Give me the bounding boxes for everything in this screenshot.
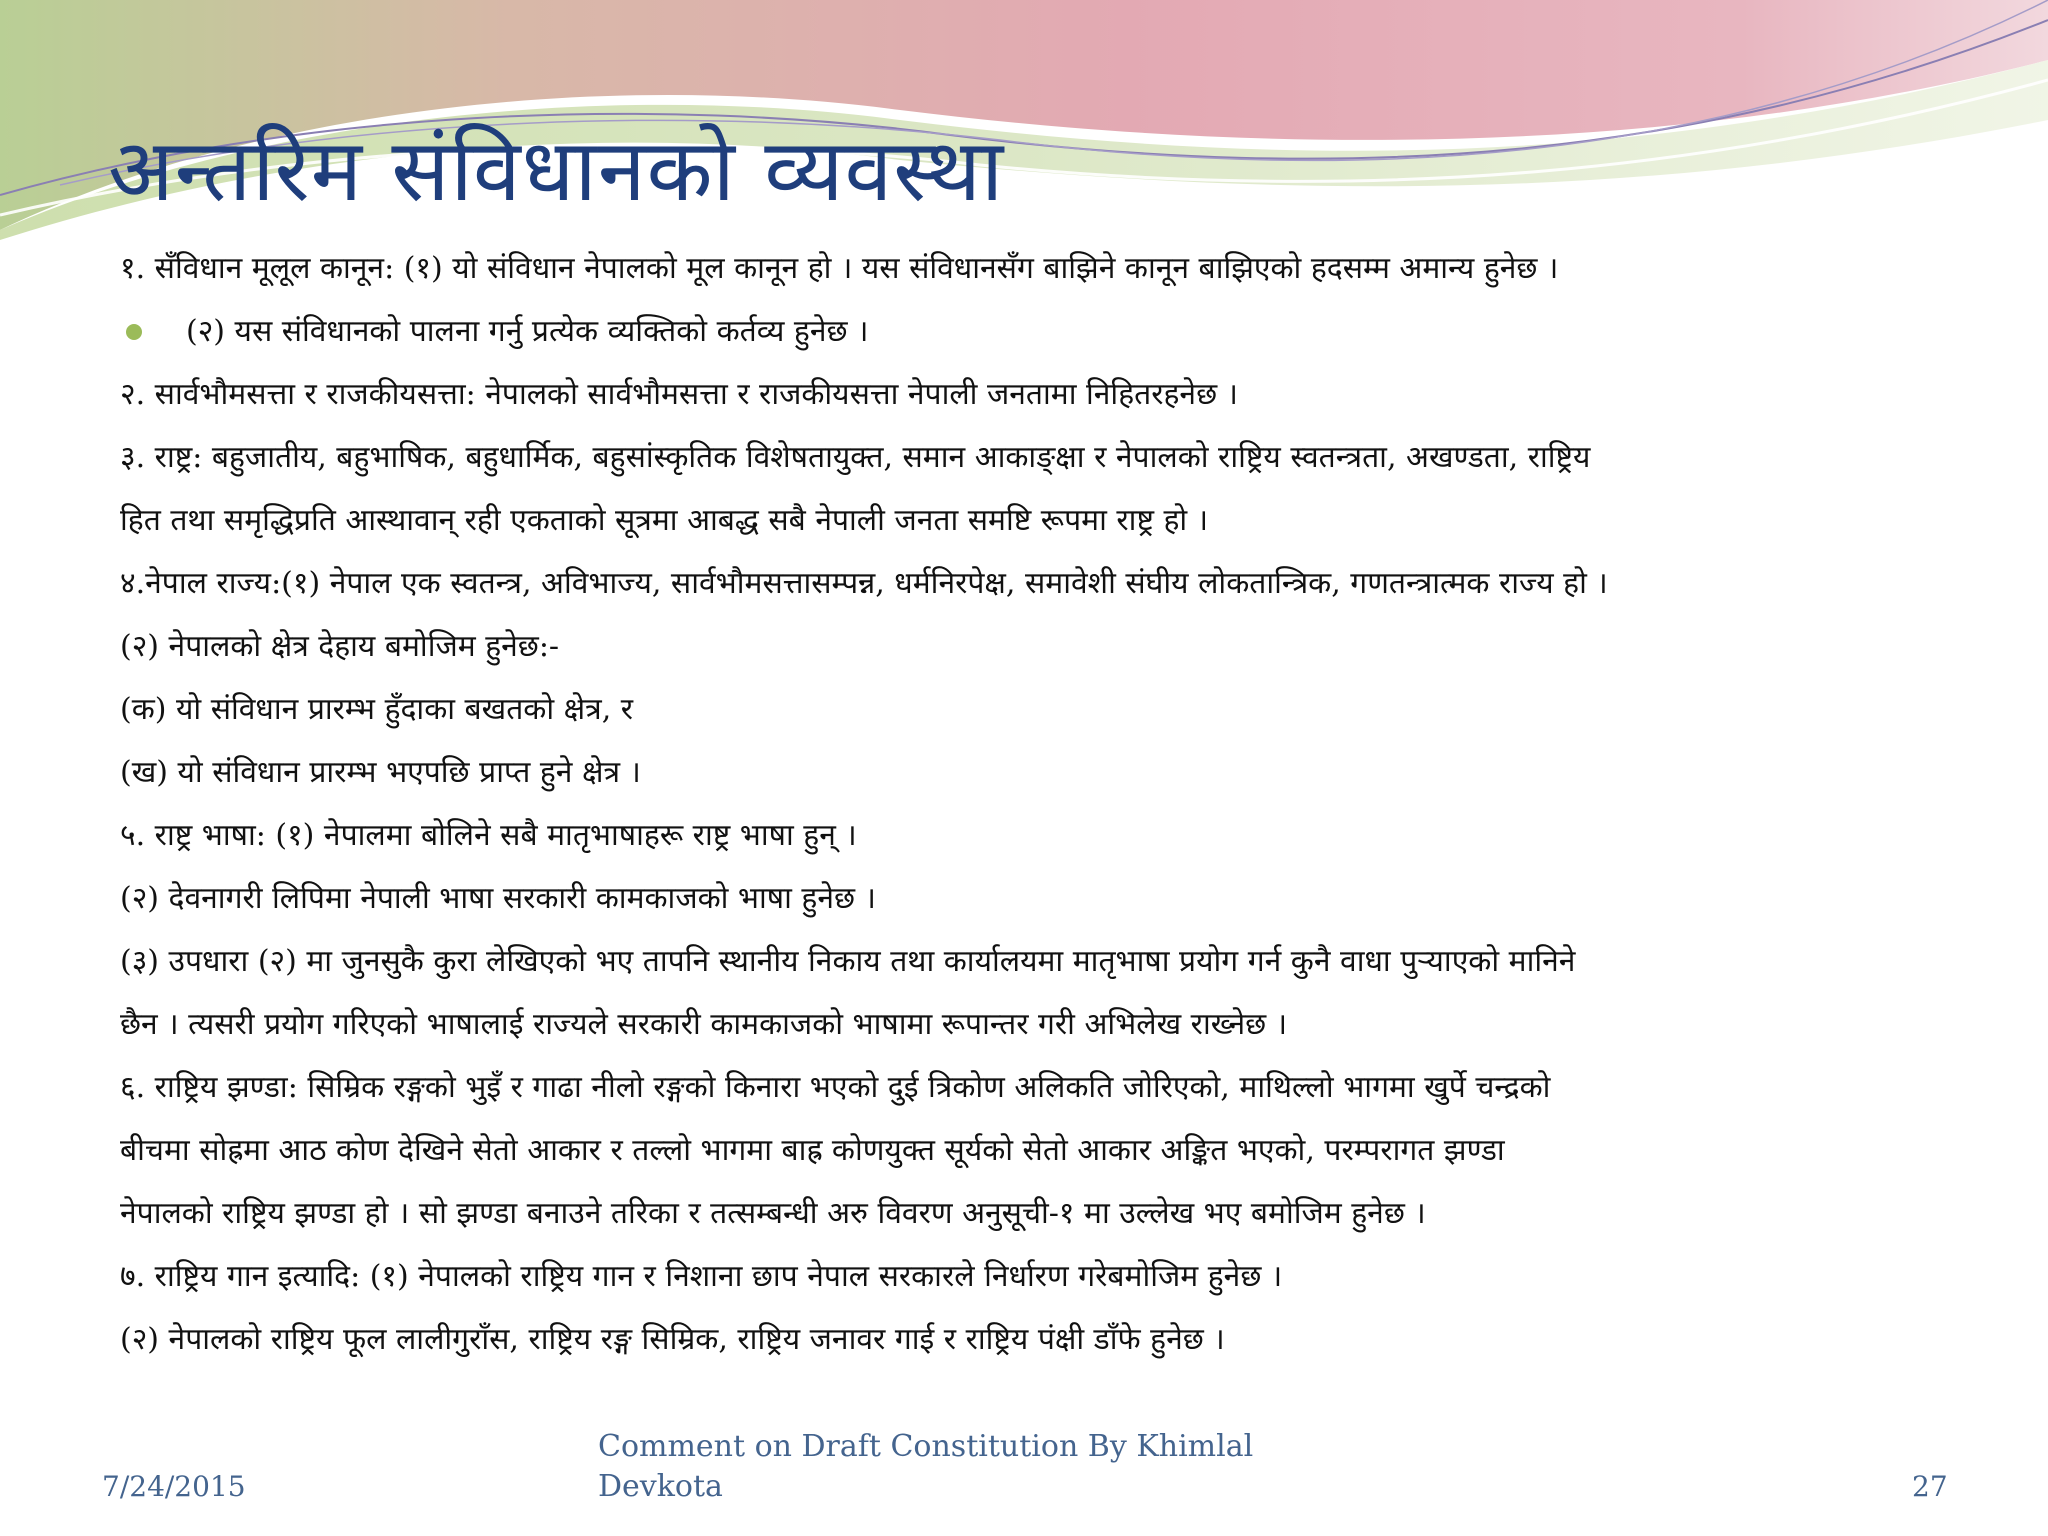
footer-date: 7/24/2015 [102, 1470, 246, 1503]
body-line: (२) नेपालको क्षेत्र देहाय बमोजिम हुनेछ:- [120, 629, 560, 664]
footer-caption-line: Devkota [598, 1469, 723, 1504]
body-line: ७. राष्ट्रिय गान इत्यादि: (१) नेपालको राष्ट्रिय गान र निशाना छाप नेपाल सरकारले निर्धारण गरेबमोजिम हुनेछ । [120, 1259, 1283, 1294]
footer-caption [598, 1427, 1298, 1507]
body-line: १. सँविधान मूलूल कानून: (१) यो संविधान नेपालको मूल कानून हो । यस संविधानसँग बाझिने कानून बाझिएको हदसम्म अमान्य हुनेछ । [120, 251, 1559, 286]
bullet-item-text: (२) यस संविधानको पालना गर्नु प्रत्येक व्यक्तिको कर्तव्य हुनेछ । [186, 314, 869, 349]
body-line: छैन । त्यसरी प्रयोग गरिएको भाषालाई राज्यले सरकारी कामकाजको भाषामा रूपान्तर गरी अभिलेख राख्नेछ । [120, 1007, 1288, 1042]
body-line: नेपालको राष्ट्रिय झण्डा हो । सो झण्डा बनाउने तरिका र तत्सम्बन्धी अरु विवरण अनुसूची-१ मा उल्लेख भए बमोजिम हुनेछ । [120, 1196, 1426, 1231]
body-line: हित तथा समृद्धिप्रति आस्थावान् रही एकताको सूत्रमा आबद्ध सबै नेपाली जनता समष्टि रूपमा राष्ट्र हो । [120, 503, 1209, 538]
body-line: ६. राष्ट्रिय झण्डा: सिम्रिक रङ्गको भुइँ र गाढा नीलो रङ्गको किनारा भएको दुई त्रिकोण अलिकति जोरिएको, माथिल्लो भागमा खुर्पे चन्द्रको [120, 1070, 1551, 1105]
body-line: बीचमा सोह्रमा आठ कोण देखिने सेतो आकार र तल्लो भागमा बाह्र कोणयुक्त सूर्यको सेतो आकार अङ्कित भएको, परम्परागत झण्डा [120, 1133, 1505, 1168]
footer-caption-line: Comment on Draft Constitution By Khimlal [598, 1429, 1254, 1464]
body-line: २. सार्वभौमसत्ता र राजकीयसत्ता: नेपालको सार्वभौमसत्ता र राजकीयसत्ता नेपाली जनतामा निहितरहनेछ । [120, 377, 1239, 412]
slide-title: अन्तरिम संविधानको व्यवस्था [108, 121, 1005, 221]
body-line: (३) उपधारा (२) मा जुनसुकै कुरा लेखिएको भए तापनि स्थानीय निकाय तथा कार्यालयमा मातृभाषा प्रयोग गर्न कुनै वाधा पुर्‍याएको मानिने [120, 944, 1576, 979]
body-line: (ख) यो संविधान प्रारम्भ भएपछि प्राप्त हुने क्षेत्र । [120, 755, 641, 790]
bullet-item [120, 300, 1920, 363]
body-line: (२) देवनागरी लिपिमा नेपाली भाषा सरकारी कामकाजको भाषा हुनेछ । [120, 881, 876, 916]
body-line: (क) यो संविधान प्रारम्भ हुँदाका बखतको क्षेत्र, र [120, 692, 634, 727]
body-line: ३. राष्ट्र: बहुजातीय, बहुभाषिक, बहुधार्मिक, बहुसांस्कृतिक विशेषतायुक्त, समान आकाङ्क्षा र नेपालको राष्ट्रिय स्वतन्त्रता, अखण्डता, राष्ट्रिय [120, 440, 1591, 475]
body-line: (२) नेपालको राष्ट्रिय फूल लालीगुराँस, राष्ट्रिय रङ्ग सिम्रिक, राष्ट्रिय जनावर गाई र राष्ट्रिय पंक्षी डाँफे हुनेछ । [120, 1322, 1225, 1357]
body-line: ४.नेपाल राज्य:(१) नेपाल एक स्वतन्त्र, अविभाज्य, सार्वभौमसत्तासम्पन्न, धर्मनिरपेक्ष, समावेशी संघीय लोकतान्त्रिक, गणतन्त्रात्मक राज्य हो । [120, 566, 1608, 601]
page-number: 27 [1912, 1470, 1948, 1503]
body-line: ५. राष्ट्र भाषा: (१) नेपालमा बोलिने सबै मातृभाषाहरू राष्ट्र भाषा हुन् । [120, 818, 857, 853]
bullet-dot-icon [126, 324, 142, 340]
slide-body [120, 237, 1920, 1371]
